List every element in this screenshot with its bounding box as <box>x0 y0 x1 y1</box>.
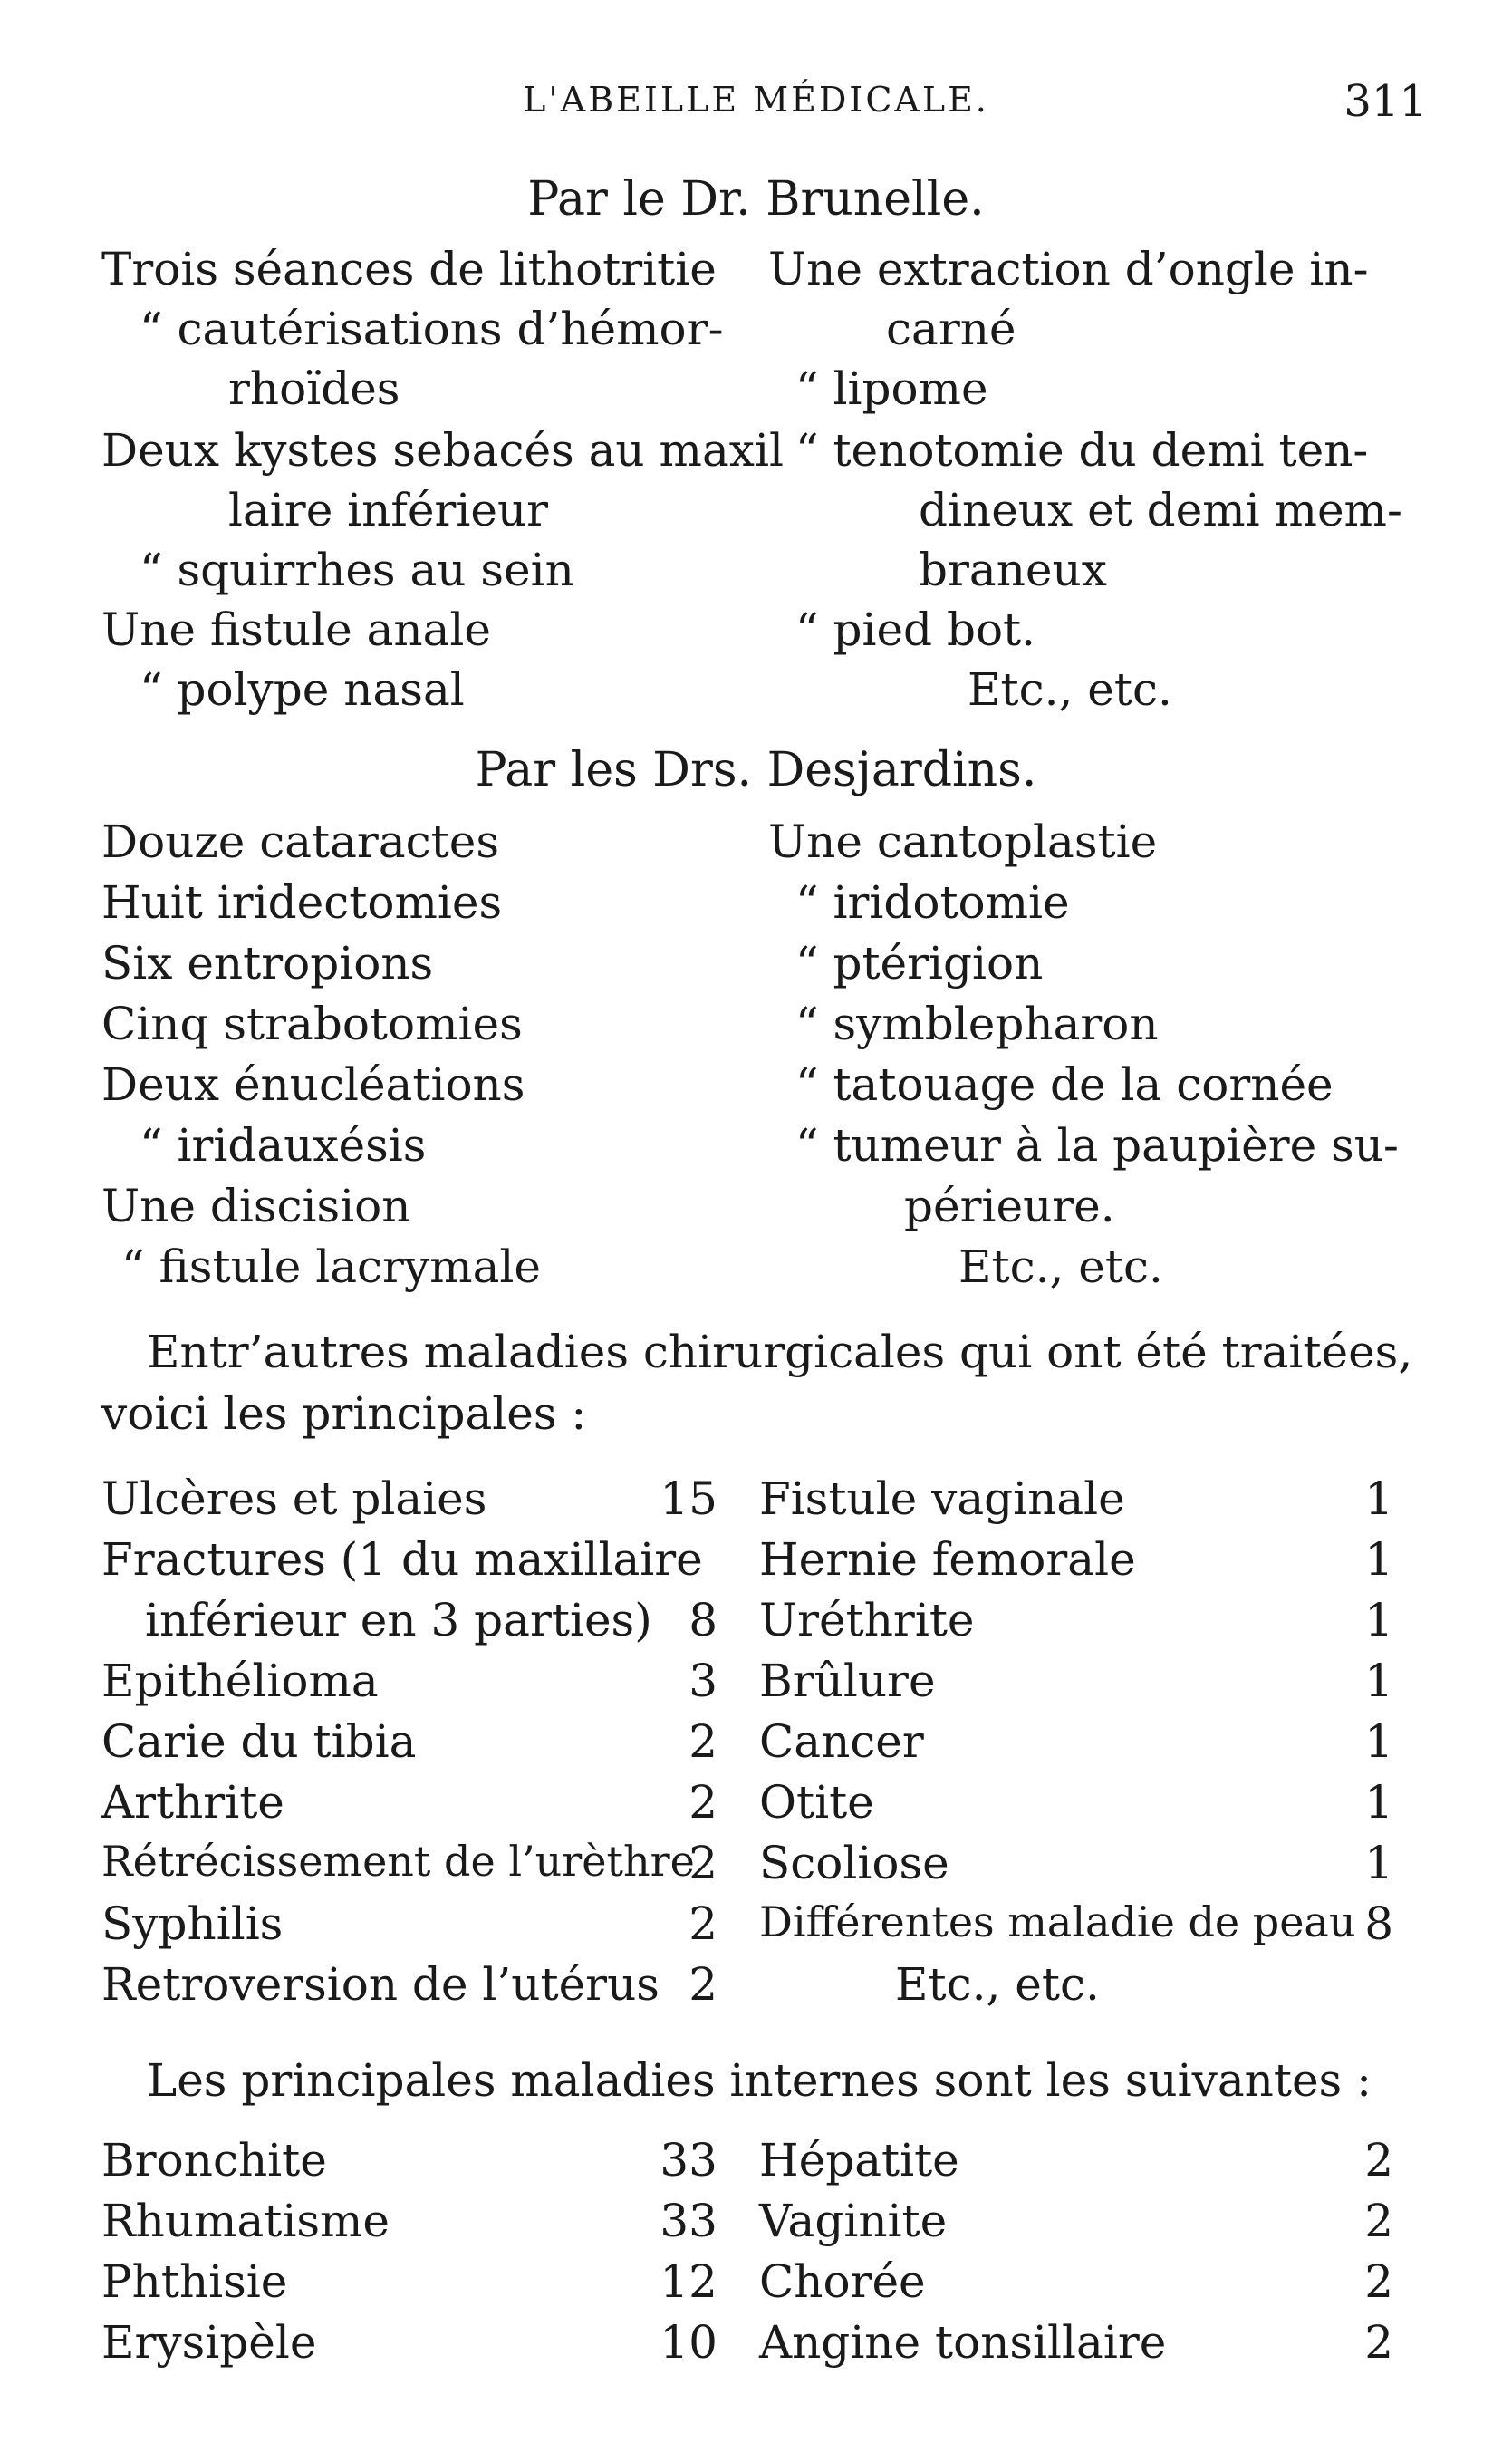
list-item: périeure. <box>904 1180 1115 1232</box>
case-count: 2 <box>1364 2255 1393 2308</box>
disease-name: Otite <box>759 1776 874 1829</box>
case-count: 2 <box>689 1958 717 2011</box>
case-count: 1 <box>1364 1655 1393 1707</box>
list-item: “ squirrhes au sein <box>140 544 574 596</box>
list-item: “ ptérigion <box>795 937 1044 989</box>
disease-name: Syphilis <box>101 1897 284 1950</box>
case-count: 2 <box>689 1776 717 1829</box>
list-item: carné <box>886 303 1016 355</box>
case-count: 2 <box>689 1837 717 1889</box>
disease-name: Vaginite <box>759 2195 948 2247</box>
table-row <box>759 1533 1393 1595</box>
disease-name: inférieur en 3 parties) <box>145 1594 652 1646</box>
case-count: 33 <box>660 2195 717 2247</box>
table-row <box>101 1776 717 1838</box>
list-item: Deux énucléations <box>101 1058 525 1111</box>
disease-name: Différentes maladie de peau <box>759 1897 1356 1946</box>
table-row <box>759 1655 1393 1716</box>
page-header <box>0 76 1512 134</box>
table-row <box>101 2195 717 2256</box>
table-row <box>101 1958 717 2020</box>
disease-name: Hernie femorale <box>759 1533 1136 1586</box>
list-item: Huit iridectomies <box>101 876 503 929</box>
paragraph-text: Entr’autres maladies chirurgicales qui ont été traitées, voici les principales : <box>101 1326 1413 1440</box>
disease-name: Retroversion de l’utérus <box>101 1958 660 2011</box>
disease-name: Phthisie <box>101 2255 288 2308</box>
case-count: 12 <box>660 2255 717 2308</box>
page-number: 311 <box>1343 76 1427 127</box>
list-item: Deux kystes sebacés au maxil <box>101 424 784 477</box>
list-item: “ iridotomie <box>795 876 1070 929</box>
disease-name: Epithélioma <box>101 1655 379 1707</box>
list-item: Trois séances de lithotritie <box>101 243 717 295</box>
running-title: L'ABEILLE MÉDICALE. <box>523 80 989 120</box>
list-item: “ iridauxésis <box>140 1119 427 1172</box>
case-count: 8 <box>1364 1897 1393 1950</box>
table-row <box>101 2255 717 2317</box>
table-row <box>101 1897 717 1959</box>
table-row <box>759 1897 1393 1959</box>
list-item: Etc., etc. <box>958 1240 1163 1293</box>
case-count: 2 <box>1364 2134 1393 2187</box>
case-count: 10 <box>660 2316 717 2369</box>
table-row <box>759 1958 1393 2020</box>
list-item: rhoïdes <box>228 362 400 415</box>
case-count: 2 <box>689 1715 717 1768</box>
table-row <box>101 1594 717 1656</box>
list-item: “ symblepharon <box>795 998 1159 1050</box>
case-count: 2 <box>689 1897 717 1950</box>
disease-name: Carie du tibia <box>101 1715 417 1768</box>
disease-name: Hépatite <box>759 2134 959 2187</box>
table-row <box>759 2195 1393 2256</box>
table-row <box>759 1472 1393 1534</box>
table-row <box>101 1472 717 1534</box>
list-item: Une fistule anale <box>101 603 492 656</box>
list-item: “ pied bot. <box>795 603 1036 656</box>
list-item: braneux <box>919 544 1107 596</box>
disease-name: Ulcères et plaies <box>101 1472 487 1525</box>
disease-name: Angine tonsillaire <box>759 2316 1167 2369</box>
internal-intro-paragraph <box>101 2050 1433 2111</box>
disease-name: Arthrite <box>101 1776 284 1829</box>
table-row <box>101 1715 717 1777</box>
list-item: “ tenotomie du demi ten- <box>795 424 1369 477</box>
case-count: 2 <box>1364 2195 1393 2247</box>
disease-name: Bronchite <box>101 2134 327 2187</box>
table-row <box>101 1533 717 1595</box>
table-row <box>759 1837 1393 1898</box>
case-count: 1 <box>1364 1776 1393 1829</box>
case-count: 3 <box>689 1655 717 1707</box>
case-count: 1 <box>1364 1472 1393 1525</box>
disease-name: Cancer <box>759 1715 924 1768</box>
case-count: 1 <box>1364 1715 1393 1768</box>
list-item: Cinq strabotomies <box>101 998 523 1050</box>
list-item: Une cantoplastie <box>768 816 1158 868</box>
list-item: Etc., etc. <box>968 663 1172 716</box>
disease-name: Uréthrite <box>759 1594 975 1646</box>
list-item: “ polype nasal <box>140 663 465 716</box>
case-count: 2 <box>1364 2316 1393 2369</box>
table-row <box>101 2134 717 2196</box>
list-item: “ cautérisations d’hémor- <box>140 303 724 355</box>
case-count: 1 <box>1364 1837 1393 1889</box>
paragraph-text: Les principales maladies internes sont les suivantes : <box>147 2054 1372 2107</box>
table-row <box>101 1655 717 1716</box>
case-count: 1 <box>1364 1533 1393 1586</box>
disease-name: Scoliose <box>759 1837 949 1889</box>
section-heading-desjardins: Par les Drs. Desjardins. <box>475 743 1037 797</box>
case-count: 33 <box>660 2134 717 2187</box>
list-item: laire inférieur <box>228 484 549 536</box>
disease-name: Fractures (1 du maxillaire <box>101 1533 703 1586</box>
table-row <box>759 1594 1393 1656</box>
list-item: “ tatouage de la cornée <box>795 1058 1334 1111</box>
table-row <box>759 2316 1393 2378</box>
disease-name: Etc., etc. <box>895 1958 1100 2011</box>
list-item: Une discision <box>101 1180 411 1232</box>
table-row <box>101 2316 717 2378</box>
table-row <box>759 1715 1393 1777</box>
disease-name: Chorée <box>759 2255 926 2308</box>
case-count: 15 <box>660 1472 717 1525</box>
disease-name: Brûlure <box>759 1655 936 1707</box>
case-count: 8 <box>689 1594 717 1646</box>
list-item: Une extraction d’ongle in- <box>768 243 1369 295</box>
list-item: Six entropions <box>101 937 434 989</box>
case-count: 1 <box>1364 1594 1393 1646</box>
table-row <box>759 2255 1393 2317</box>
table-row <box>759 1776 1393 1838</box>
table-row <box>759 2134 1393 2196</box>
disease-name: Erysipèle <box>101 2316 317 2369</box>
list-item: Douze cataractes <box>101 816 499 868</box>
surgical-intro-paragraph <box>101 1321 1433 1444</box>
list-item: dineux et demi mem- <box>919 484 1402 536</box>
list-item: “ tumeur à la paupière su- <box>795 1119 1399 1172</box>
disease-name: Rétrécissement de l’urèthre <box>101 1837 695 1886</box>
list-item: “ lipome <box>795 362 988 415</box>
section-heading-brunelle: Par le Dr. Brunelle. <box>527 172 985 227</box>
disease-name: Rhumatisme <box>101 2195 390 2247</box>
table-row <box>101 1837 717 1898</box>
disease-name: Fistule vaginale <box>759 1472 1125 1525</box>
list-item: “ fistule lacrymale <box>121 1240 541 1293</box>
